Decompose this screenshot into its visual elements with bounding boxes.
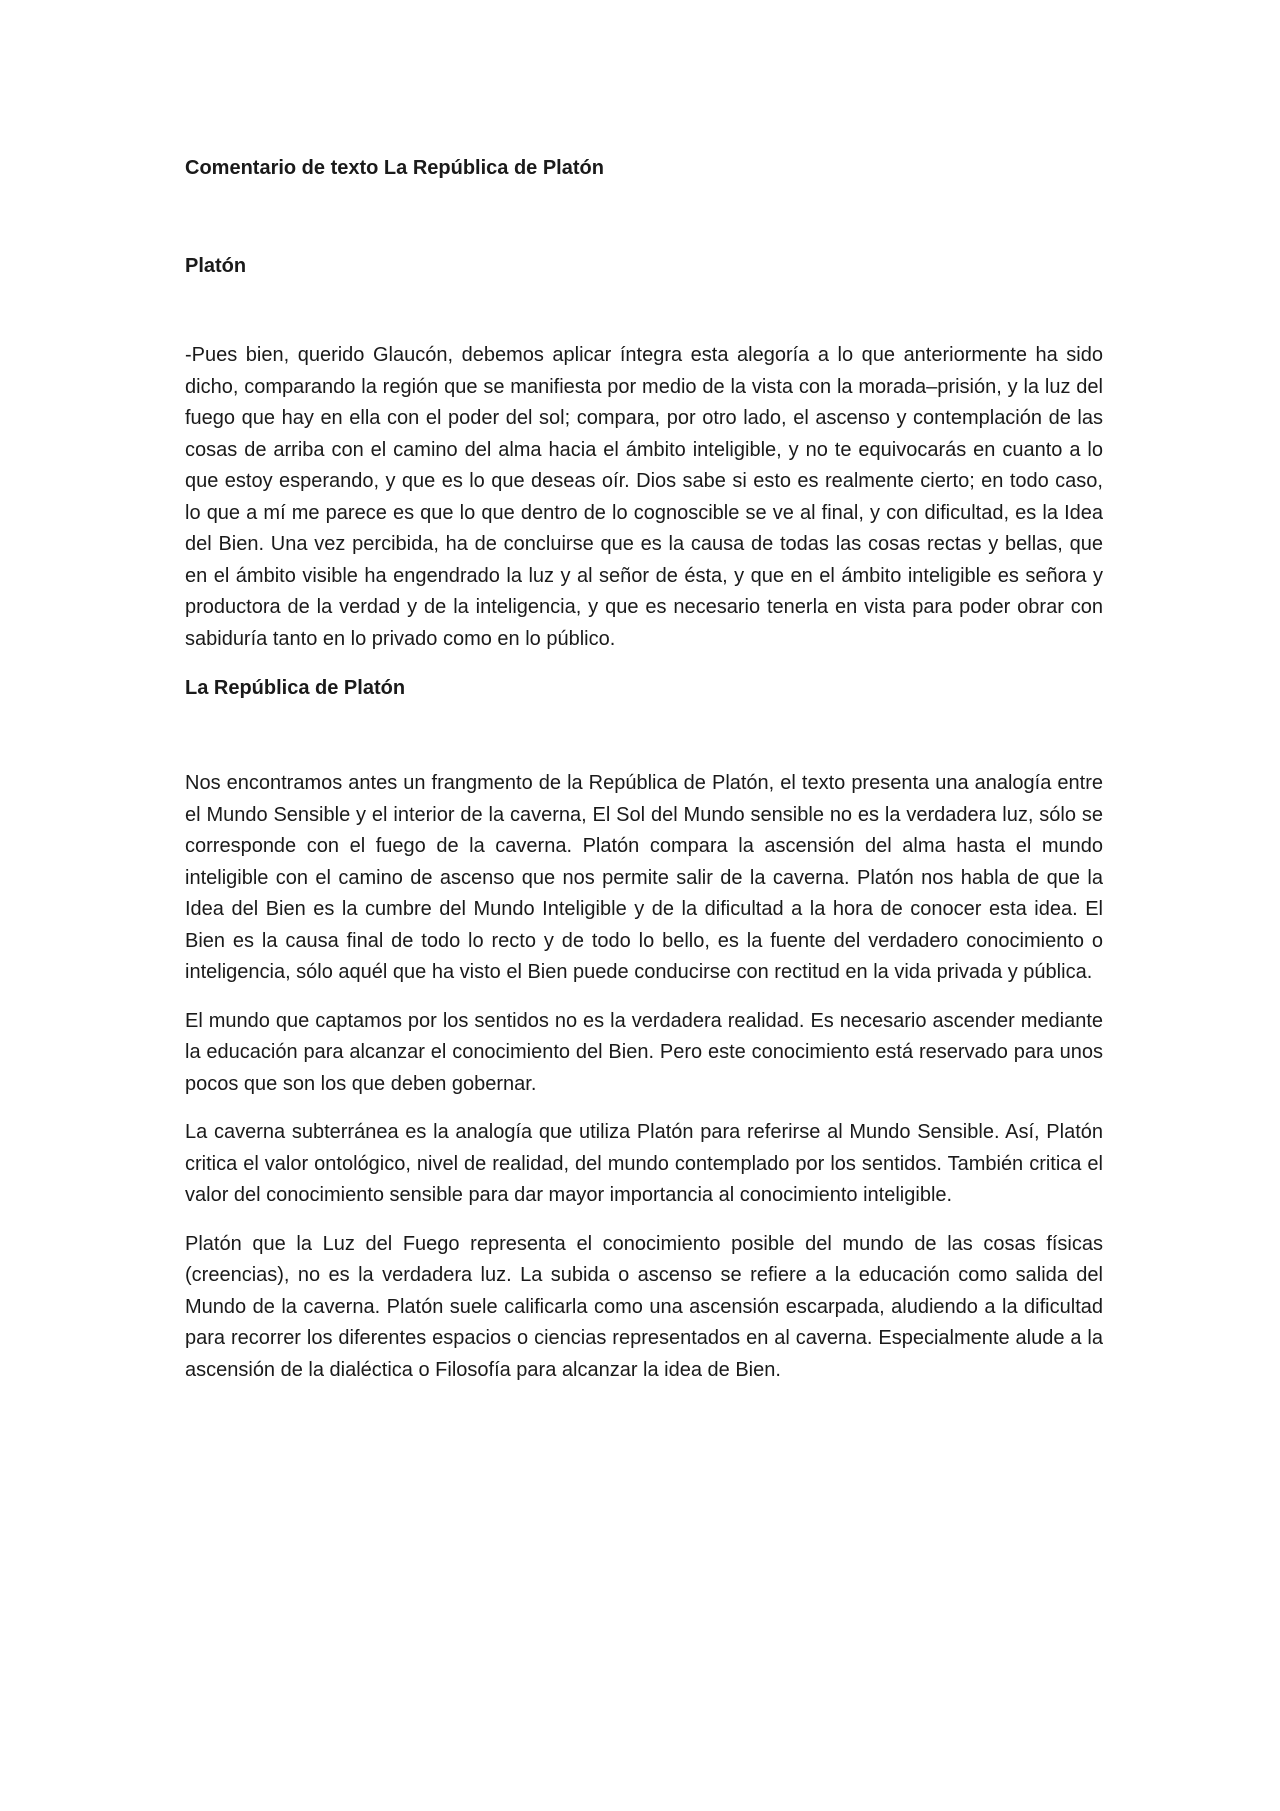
document-body [185,152,1103,1403]
commentary-paragraph-4: Platón que la Luz del Fuego representa el conocimiento posible del mundo de las cosas físicas (creencias), no es la verdadera luz. La subida o ascenso se refiere a la educación como salida del Mundo de la caverna. Platón suele calificarla como una ascensión escarpada, aludiendo a la dificultad para recorrer los diferentes espacios o ciencias representados en al caverna. Especialmente alude a la ascensión de la dialéctica o Filosofía para alcanzar la idea de Bien. [185,1232,1103,1381]
author-heading: Platón [185,255,247,277]
quote-paragraph: -Pues bien, querido Glaucón, debemos aplicar íntegra esta alegoría a lo que anteriormente ha sido dicho, comparando la región que se manifiesta por medio de la vista con la morada–prisión, y la luz del fuego que hay en ella con el poder del sol; compara, por otro lado, el ascenso y contemplación de las cosas de arriba con el camino del alma hacia el ámbito inteligible, y no te equivocarás en cuanto a lo que estoy esperando, y que es lo que deseas oír. Dios sabe si esto es realmente cierto; en todo caso, lo que a mí me parece es que lo que dentro de lo cognoscible se ve al final, y con dificultad, es la Idea del Bien. Una vez percibida, ha de concluirse que es la causa de todas las cosas rectas y bellas, que en el ámbito visible ha engendrado la luz y al señor de ésta, y que en el ámbito inteligible es señora y productora de la verdad y de la inteligencia, y que es necesario tenerla en vista para poder obrar con sabiduría tanto en lo privado como en lo público. [185,344,1103,650]
source-heading: La República de Platón [185,677,406,699]
commentary-paragraph-2: El mundo que captamos por los sentidos no es la verdadera realidad. Es necesario ascender mediante la educación para alcanzar el conocimiento del Bien. Pero este conocimiento está reservado para unos pocos que son los que deben gobernar. [185,1009,1103,1095]
document-title: Comentario de texto La República de Platón [185,157,604,179]
commentary-paragraph-1: Nos encontramos antes un frangmento de la República de Platón, el texto presenta una analogía entre el Mundo Sensible y el interior de la caverna, El Sol del Mundo sensible no es la verdadera luz, sólo se corresponde con el fuego de la caverna. Platón compara la ascensión del alma hasta el mundo inteligible con el camino de ascenso que nos permite salir de la caverna. Platón nos habla de que la Idea del Bien es la cumbre del Mundo Inteligible y de la dificultad a la hora de conocer esta idea. El Bien es la causa final de todo lo recto y de todo lo bello, es la fuente del verdadero conocimiento o inteligencia, sólo aquél que ha visto el Bien puede conducirse con rectitud en la vida privada y pública. [185,772,1103,983]
commentary-paragraph-3: La caverna subterránea es la analogía que utiliza Platón para referirse al Mundo Sensible. Así, Platón critica el valor ontológico, nivel de realidad, del mundo contemplado por los sentidos. También critica el valor del conocimiento sensible para dar mayor importancia al conocimiento inteligible. [185,1121,1103,1206]
